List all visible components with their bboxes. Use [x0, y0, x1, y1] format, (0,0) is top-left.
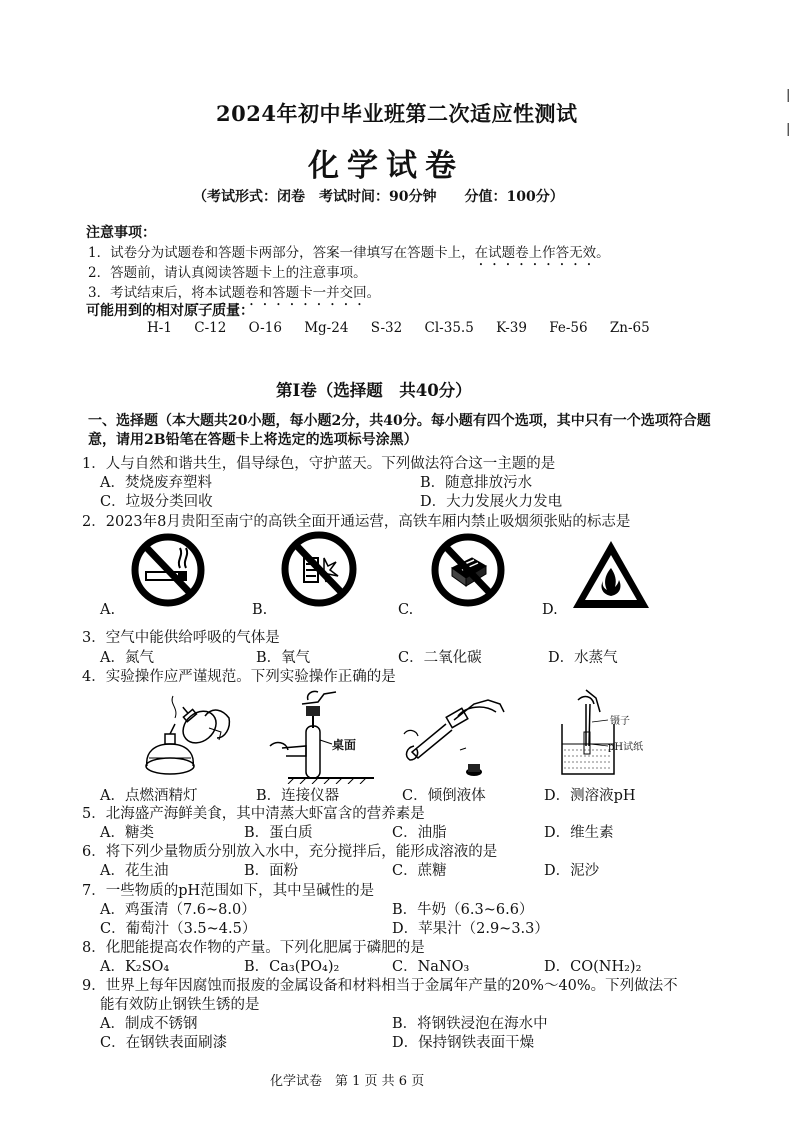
question-6-option-c: C．蔗糖	[392, 863, 447, 879]
question-1-option-a: A．焚烧废弃塑料	[100, 475, 212, 491]
question-4-option-d: D．测溶液pH	[544, 788, 636, 804]
atomic-mass: K-39	[496, 320, 527, 336]
exam-title: 2024年初中毕业班第二次适应性测试	[216, 101, 578, 126]
section-title: 第Ⅰ卷（选择题 共40分）	[276, 381, 472, 400]
question-9-stem-line-2: 能有效防止钢铁生锈的是	[100, 997, 260, 1013]
question-9-option-b: B．将钢铁浸泡在海水中	[392, 1016, 548, 1032]
notice-item-3-end: 。	[366, 285, 381, 301]
question-8-stem: 8．化肥能提高农作物的产量。下列化肥属于磷肥的是	[82, 940, 425, 956]
question-9-option-a: A．制成不锈钢	[100, 1016, 198, 1032]
notice-item-3-text: 3．考试结束后，	[88, 285, 192, 301]
question-8-option-d: D．CO(NH₂)₂	[544, 959, 642, 975]
notice-item-1-text: 1．试卷分为试题卷和答题卡两部分，答案一律填写在答题卡上，	[88, 245, 475, 261]
question-7-option-b: B．牛奶（6.3~6.6）	[392, 902, 534, 918]
ph-paper-label: pH试纸	[608, 742, 644, 753]
question-2-stem: 2．2023年8月贵阳至南宁的高铁全面开通运营，高铁车厢内禁止吸烟须张贴的标志是	[82, 514, 631, 530]
question-3-option-b: B．氧气	[256, 650, 311, 666]
atomic-mass: O-16	[248, 320, 282, 336]
connecting-apparatus-illustration	[258, 690, 378, 784]
question-2-option-b: B.	[252, 602, 268, 618]
question-2-option-c: C.	[398, 602, 414, 618]
question-4-option-c: C．倾倒液体	[402, 788, 486, 804]
question-4-stem: 4．实验操作应严谨规范。下列实验操作正确的是	[82, 669, 396, 685]
question-7-option-a: A．鸡蛋清（7.6~8.0）	[100, 902, 256, 918]
question-3-option-d: D．水蒸气	[548, 650, 618, 666]
alcohol-lamp-lighting-illustration	[135, 688, 235, 780]
question-4-option-b: B．连接仪器	[256, 788, 340, 804]
table-label: 桌面	[332, 738, 357, 752]
question-8-option-a: A．K₂SO₄	[100, 959, 170, 975]
question-6-stem: 6．将下列少量物质分别放入水中，充分搅拌后，能形成溶液的是	[82, 844, 498, 860]
question-3-stem: 3．空气中能供给呼吸的气体是	[82, 630, 280, 646]
question-9-stem-line-1: 9．世界上每年因腐蚀而报废的金属设备和材料相当于金属年产量的20%～40%。下列做法不	[82, 978, 678, 994]
section-intro: 一、选择题（本大题共20小题，每小题2分，共40分。每小题有四个选项，其中只有一个选项符合题意，请用2B铅笔在答题卡上将选定的选项标号涂黑）	[88, 413, 711, 448]
question-5-option-b: B．蛋白质	[244, 825, 313, 841]
question-7-option-c: C．葡萄汁（3.5~4.5）	[100, 921, 257, 937]
atomic-mass: Cl-35.5	[424, 320, 474, 336]
question-2-option-d: D.	[542, 602, 558, 618]
no-matches-sign-icon	[430, 530, 506, 610]
atomic-mass-list	[147, 320, 668, 336]
question-3-option-c: C．二氧化碳	[398, 650, 482, 666]
notice-item-1-emphasis: 在试题卷上作答无效	[474, 245, 597, 261]
atomic-mass: Mg-24	[304, 320, 349, 336]
question-9-option-c: C．在钢铁表面刷漆	[100, 1035, 228, 1051]
question-1-stem: 1．人与自然和谐共生，倡导绿色，守护蓝天。下列做法符合这一主题的是	[82, 456, 556, 472]
atomic-mass: C-12	[194, 320, 227, 336]
question-8-option-c: C．NaNO₃	[392, 959, 470, 975]
question-3-option-a: A．氮气	[100, 650, 154, 666]
no-smoking-sign-icon	[130, 530, 206, 610]
question-5-option-a: A．糖类	[100, 825, 154, 841]
notice-item-2: 2．答题前，请认真阅读答题卡上的注意事项。	[88, 265, 367, 281]
page-footer: 化学试卷 第 1 页 共 6 页	[270, 1074, 425, 1089]
notice-item-1-end: 。	[596, 245, 610, 261]
question-5-stem: 5．北海盛产海鲜美食，其中清蒸大虾富含的营养素是	[82, 806, 425, 822]
ph-measurement-illustration	[556, 688, 636, 780]
subject-title: 化学试卷	[308, 148, 464, 184]
question-5-option-c: C．油脂	[392, 825, 447, 841]
tweezers-label: 镊子	[610, 716, 630, 727]
question-1-option-c: C．垃圾分类回收	[100, 494, 213, 510]
atomic-mass: Zn-65	[609, 320, 650, 336]
question-8-option-b: B．Ca₃(PO₄)₂	[244, 959, 340, 975]
atomic-mass-label: 可能用到的相对原子质量：	[86, 303, 254, 319]
notice-heading: 注意事项：	[86, 225, 156, 241]
question-7-option-d: D．苹果汁（2.9~3.3）	[392, 921, 549, 937]
question-1-option-d: D．大力发展火力发电	[420, 494, 563, 510]
question-4-option-a: A．点燃酒精灯	[100, 788, 198, 804]
question-2-option-a: A.	[100, 602, 116, 618]
edge-mark: |	[786, 88, 791, 103]
no-fireworks-sign-icon	[280, 528, 358, 610]
atomic-mass: H-1	[147, 320, 172, 336]
exam-info: （考试形式：闭卷 考试时间：90分钟 分值：100分）	[193, 189, 564, 205]
atomic-mass: Fe-56	[549, 320, 588, 336]
question-7-stem: 7．一些物质的pH范围如下，其中呈碱性的是	[82, 883, 375, 899]
atomic-mass: S-32	[370, 320, 403, 336]
pouring-liquid-illustration	[400, 690, 510, 782]
question-9-option-d: D．保持钢铁表面干燥	[392, 1035, 535, 1051]
question-1-option-b: B．随意排放污水	[420, 475, 533, 491]
flammable-warning-sign-icon	[570, 538, 652, 612]
question-6-option-a: A．花生油	[100, 863, 169, 879]
question-5-option-d: D．维生素	[544, 825, 614, 841]
notice-item-3-emphasis: 将本试题卷和答题卡一并交回	[191, 285, 367, 301]
edge-mark: |	[786, 122, 791, 137]
question-6-option-d: D．泥沙	[544, 863, 600, 879]
question-6-option-b: B．面粉	[244, 863, 299, 879]
